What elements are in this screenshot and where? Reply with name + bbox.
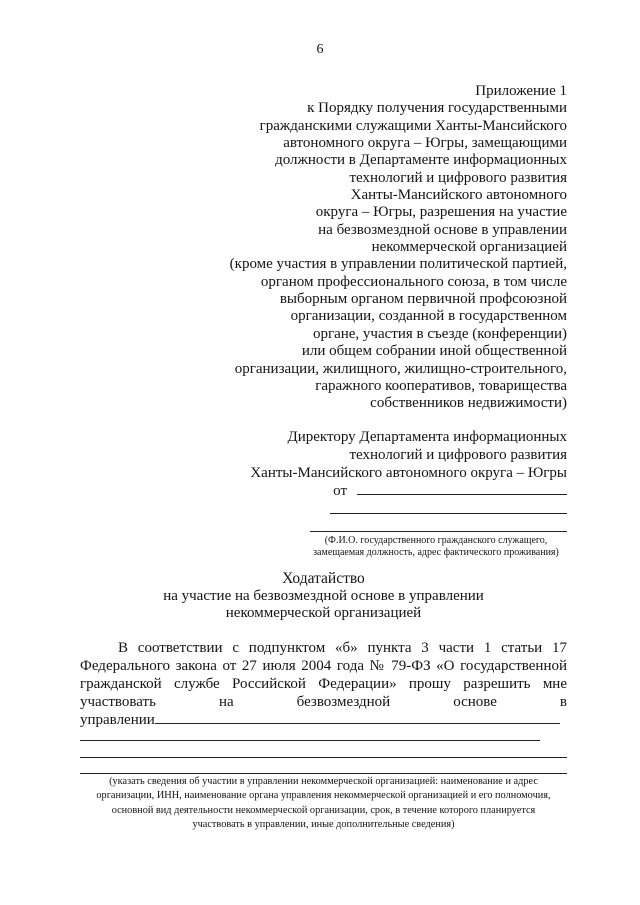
body-line: Федерального закона от 27 июля 2004 года № 79-ФЗ «О государственной xyxy=(80,658,567,674)
body-footnote xyxy=(80,775,567,832)
appendix-line: Приложение 1 xyxy=(475,83,567,99)
fill-blank-line xyxy=(155,711,560,724)
petition-body xyxy=(80,639,567,729)
petition-subtitle-line: на участие на безвозмездной основе в управлении xyxy=(163,587,484,604)
body-fill-row xyxy=(80,711,567,729)
appendix-line: автономного округа – Югры, замещающими xyxy=(283,135,567,152)
appendix-line: Ханты-Мансийского автономного xyxy=(350,187,567,204)
appendix-line: или общем собрании иной общественной xyxy=(301,343,567,360)
footnote-line: организации, ИНН, наименование органа управления некоммерческой организацией и его полномочия, xyxy=(96,790,551,802)
appendix-line: округа – Югры, разрешения на участие xyxy=(315,204,567,221)
appendix-line: органом профессионального союза, в том числе xyxy=(260,273,567,290)
body-line: В соответствии с подпунктом «б» пункта 3 части 1 статьи 17 xyxy=(118,640,567,656)
appendix-line: органе, участия в съезде (конференции) xyxy=(312,325,567,342)
appendix-line: организации, созданной в государственном xyxy=(290,308,567,325)
body-line: участвовать на безвозмездной основе в xyxy=(80,694,567,710)
from-row xyxy=(187,482,567,500)
petition-heading xyxy=(80,570,567,623)
addressee-line: технологий и цифрового развития xyxy=(349,447,567,463)
addressee-line: Директору Департамента информационных xyxy=(287,429,567,445)
page-number: 6 xyxy=(316,42,324,57)
caption-line: замещаемая должность, адрес фактического проживания) xyxy=(313,547,559,558)
appendix-line: на безвозмездной основе в управлении xyxy=(318,221,567,238)
body-line: гражданской службе Российской Федерации» прошу разрешить мне xyxy=(80,676,567,692)
appendix-line: организации, жилищного, жилищно-строительного, xyxy=(234,360,567,377)
blank-line xyxy=(310,531,567,532)
appendix-line: гражданскими служащими Ханты-Мансийского xyxy=(259,117,567,134)
blank-line xyxy=(80,773,567,774)
footnote-line: участвовать в управлении, иные дополнительные сведения) xyxy=(192,818,455,830)
appendix-line: к Порядку получения государственными xyxy=(307,100,567,117)
addressee-line: Ханты-Мансийского автономного округа – Югры xyxy=(250,465,567,481)
blank-line xyxy=(80,740,540,741)
footnote-line: (указать сведения об участии в управлении некоммерческой организацией: наименование и адрес xyxy=(109,776,538,787)
appendix-line: выборным органом первичной профсоюзной xyxy=(279,291,567,308)
blank-line xyxy=(80,757,567,758)
appendix-header xyxy=(167,83,567,413)
petition-title: Ходатайство xyxy=(282,570,365,587)
body-last-line-label: управлении xyxy=(80,712,155,728)
addressee-caption xyxy=(305,535,567,559)
appendix-line: некоммерческой организацией xyxy=(371,239,567,256)
appendix-line: собственников недвижимости) xyxy=(370,395,567,412)
addressee-block xyxy=(187,428,567,500)
appendix-line: гаражного кооперативов, товарищества xyxy=(315,377,567,394)
footnote-line: основной вид деятельности некоммерческой организации, срок, в течение которого планируется xyxy=(111,804,536,816)
from-blank-line xyxy=(357,482,567,495)
appendix-line: технологий и цифрового развития xyxy=(349,169,567,186)
appendix-line: (кроме участия в управлении политической партией, xyxy=(229,256,567,273)
from-label: от xyxy=(333,483,347,499)
appendix-line: должности в Департаменте информационных xyxy=(275,152,567,169)
petition-subtitle-line: некоммерческой организацией xyxy=(225,605,422,621)
caption-line: (Ф.И.О. государственного гражданского служащего, xyxy=(324,535,548,546)
blank-line xyxy=(330,513,567,514)
